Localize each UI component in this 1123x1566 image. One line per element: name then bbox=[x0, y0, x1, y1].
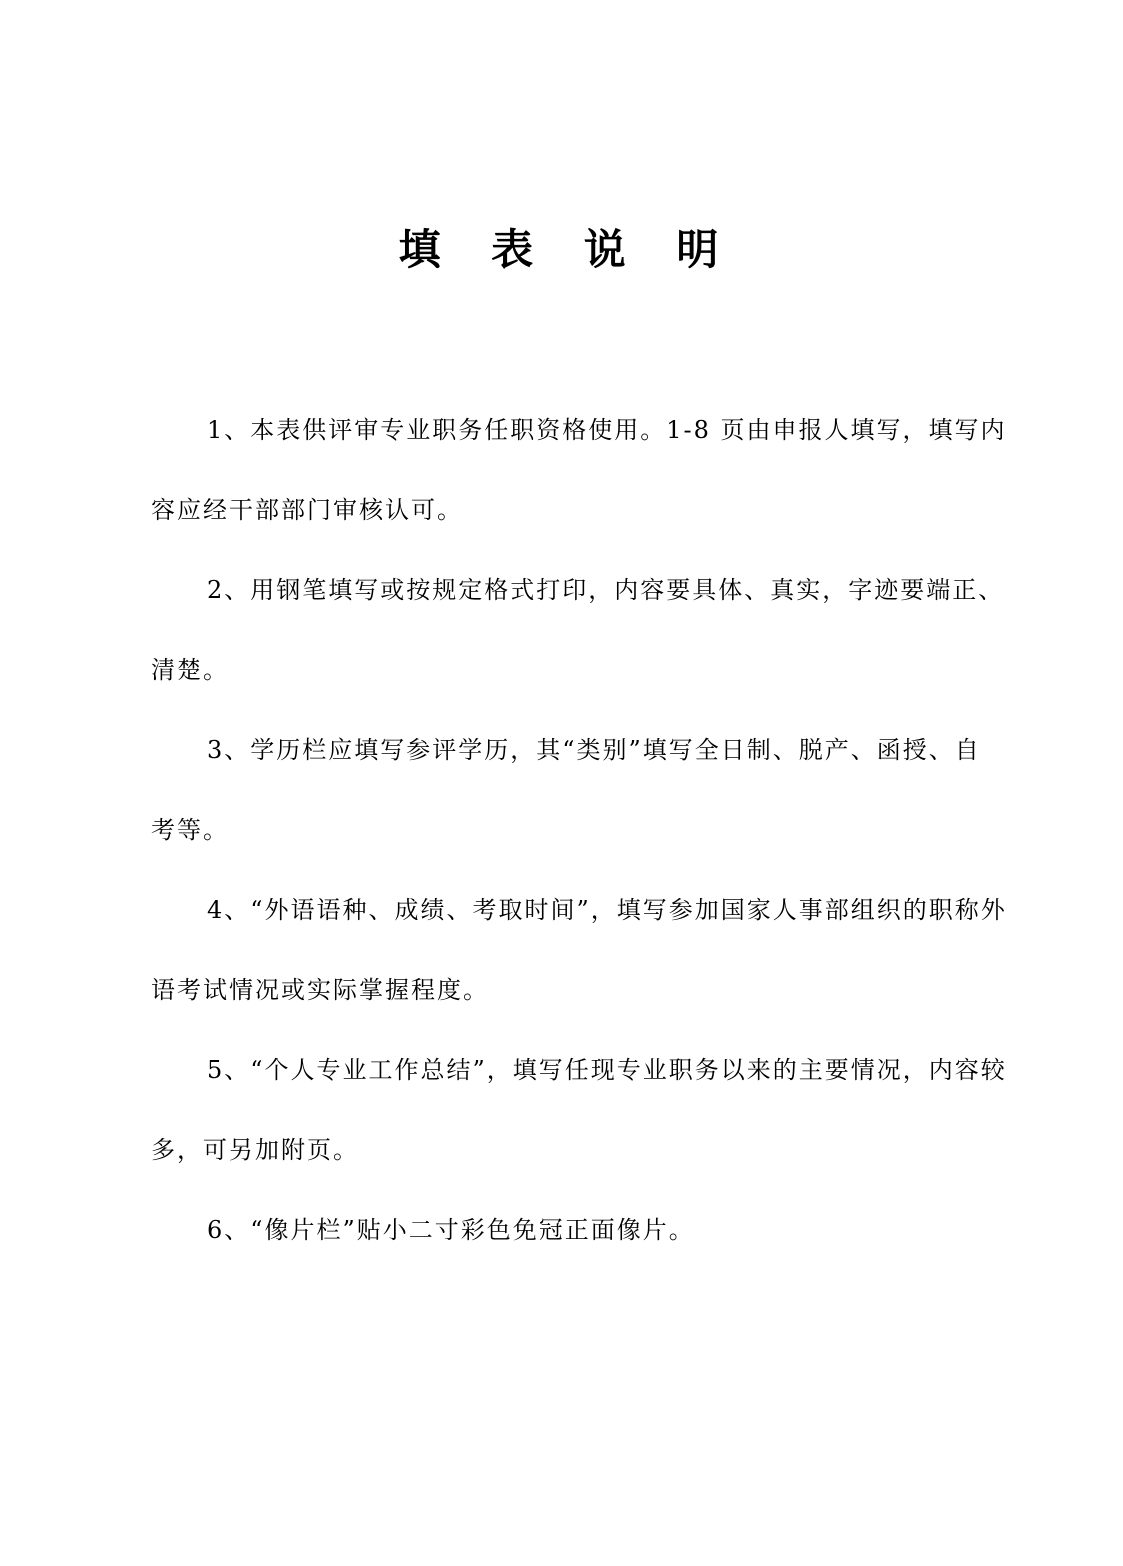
instruction-6-line-1: 6、“像片栏”贴小二寸彩色免冠正面像片。 bbox=[207, 1216, 695, 1244]
instruction-4-line-1: 4、“外语语种、成绩、考取时间”，填写参加国家人事部组织的职称外 bbox=[207, 896, 1007, 924]
instruction-2-line-2: 清楚。 bbox=[151, 656, 229, 684]
instruction-item-1 bbox=[151, 390, 1031, 550]
instruction-3-line-1: 3、学历栏应填写参评学历，其“类别”填写全日制、脱产、函授、自 bbox=[207, 736, 981, 764]
page-title: 填 表 说 明 bbox=[398, 225, 737, 274]
instructions-body bbox=[151, 390, 1031, 1270]
instruction-5-line-2: 多，可另加附页。 bbox=[151, 1136, 359, 1164]
instruction-2-line-1: 2、用钢笔填写或按规定格式打印，内容要具体、真实，字迹要端正、 bbox=[207, 576, 1005, 604]
instruction-item-2 bbox=[151, 550, 1031, 710]
instruction-item-5 bbox=[151, 1030, 1031, 1190]
instruction-3-line-2: 考等。 bbox=[151, 816, 229, 844]
instruction-1-line-2: 容应经干部部门审核认可。 bbox=[151, 496, 463, 524]
instruction-1-line-1: 1、本表供评审专业职务任职资格使用。1-8 页由申报人填写，填写内 bbox=[207, 416, 1007, 444]
instruction-item-4 bbox=[151, 870, 1031, 1030]
instruction-4-line-2: 语考试情况或实际掌握程度。 bbox=[151, 976, 489, 1004]
instruction-item-3 bbox=[151, 710, 1031, 870]
instruction-item-6 bbox=[151, 1190, 1031, 1270]
instruction-5-line-1: 5、“个人专业工作总结”，填写任现专业职务以来的主要情况，内容较 bbox=[207, 1056, 1007, 1084]
